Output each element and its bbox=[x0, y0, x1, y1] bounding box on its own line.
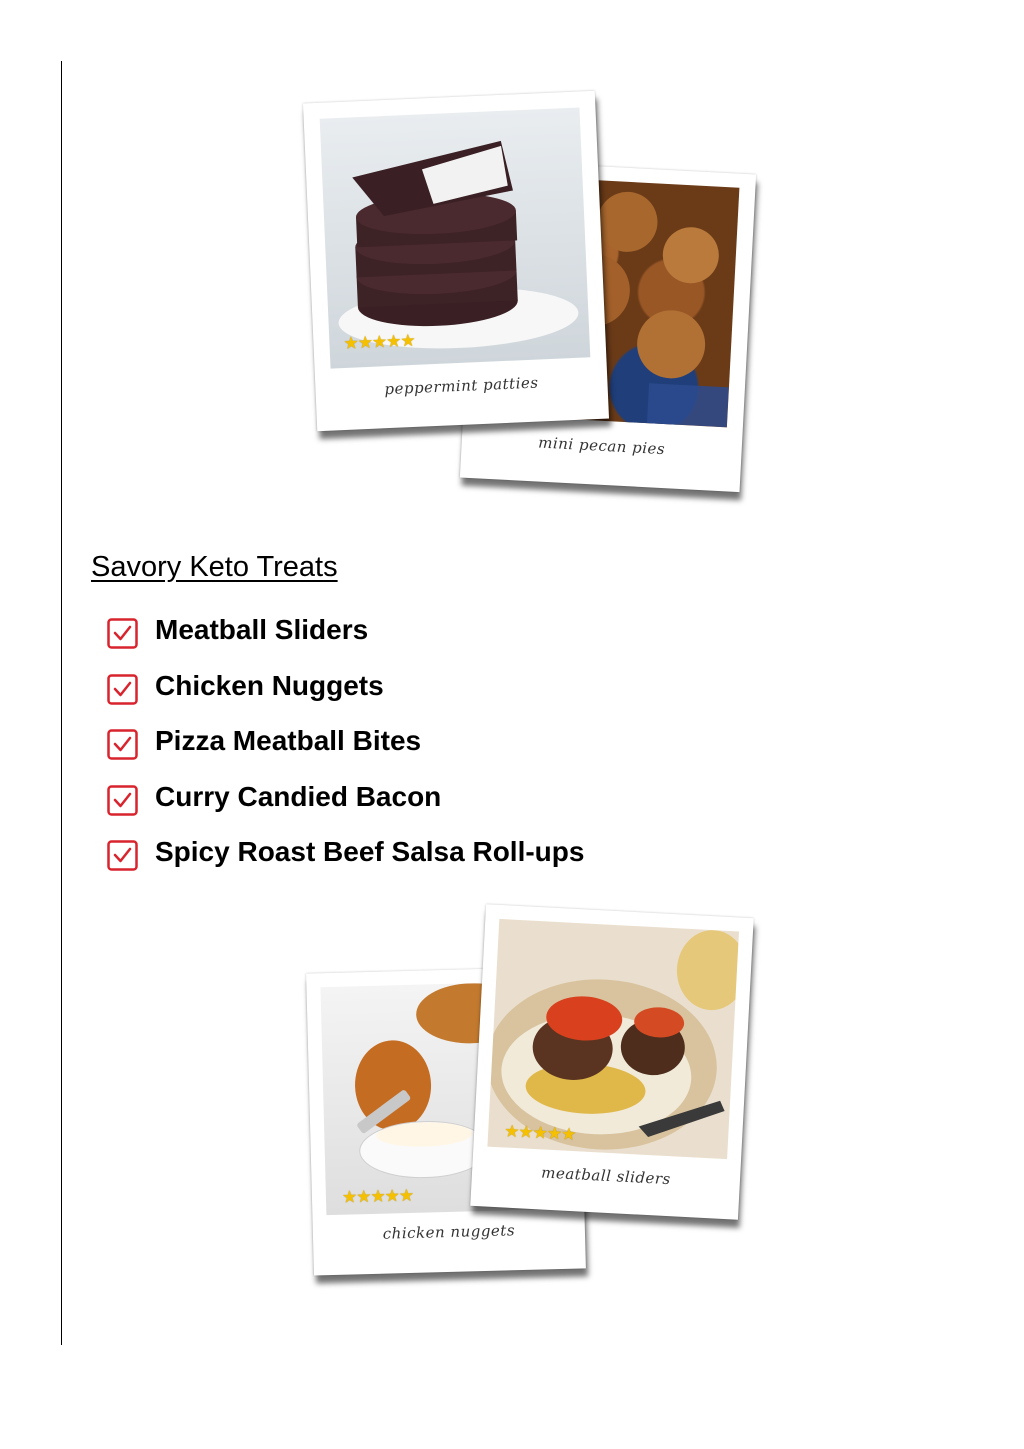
peppermint-patties-illustration bbox=[320, 107, 591, 368]
checkbox-icon bbox=[107, 840, 138, 871]
item-label: Curry Candied Bacon bbox=[155, 780, 442, 812]
page-margin-line bbox=[61, 61, 62, 1345]
meatball-sliders-caption: meatball sliders bbox=[540, 1163, 672, 1189]
item-label: Spicy Roast Beef Salsa Roll-ups bbox=[155, 836, 585, 867]
checkbox-icon bbox=[107, 674, 138, 705]
rating-stars: ★★★★★ bbox=[341, 1185, 414, 1207]
section-title: Savory Keto Treats bbox=[91, 551, 338, 583]
treats-checklist bbox=[107, 612, 584, 890]
bottom-photo-cluster bbox=[300, 895, 765, 1290]
list-item bbox=[107, 612, 584, 668]
list-item bbox=[107, 668, 584, 724]
peppermint-patties-caption: peppermint patties bbox=[384, 373, 539, 399]
list-item bbox=[107, 723, 584, 779]
item-label: Pizza Meatball Bites bbox=[155, 725, 422, 756]
polaroid-meatball-sliders bbox=[470, 904, 753, 1220]
checkbox-icon bbox=[107, 785, 138, 816]
mini-pecan-pies-caption: mini pecan pies bbox=[537, 433, 666, 459]
item-label: Meatball Sliders bbox=[155, 614, 369, 645]
list-item bbox=[107, 834, 584, 890]
chicken-nuggets-caption: chicken nuggets bbox=[382, 1221, 516, 1243]
item-label: Chicken Nuggets bbox=[155, 669, 384, 701]
polaroid-peppermint-patties bbox=[303, 91, 609, 431]
checkbox-icon bbox=[107, 618, 138, 649]
peppermint-patties-photo bbox=[320, 107, 591, 368]
checkbox-icon bbox=[107, 729, 138, 760]
rating-stars: ★★★★★ bbox=[343, 330, 416, 353]
rating-stars: ★★★★★ bbox=[503, 1121, 576, 1145]
list-item bbox=[107, 779, 584, 835]
top-photo-cluster bbox=[300, 85, 765, 510]
